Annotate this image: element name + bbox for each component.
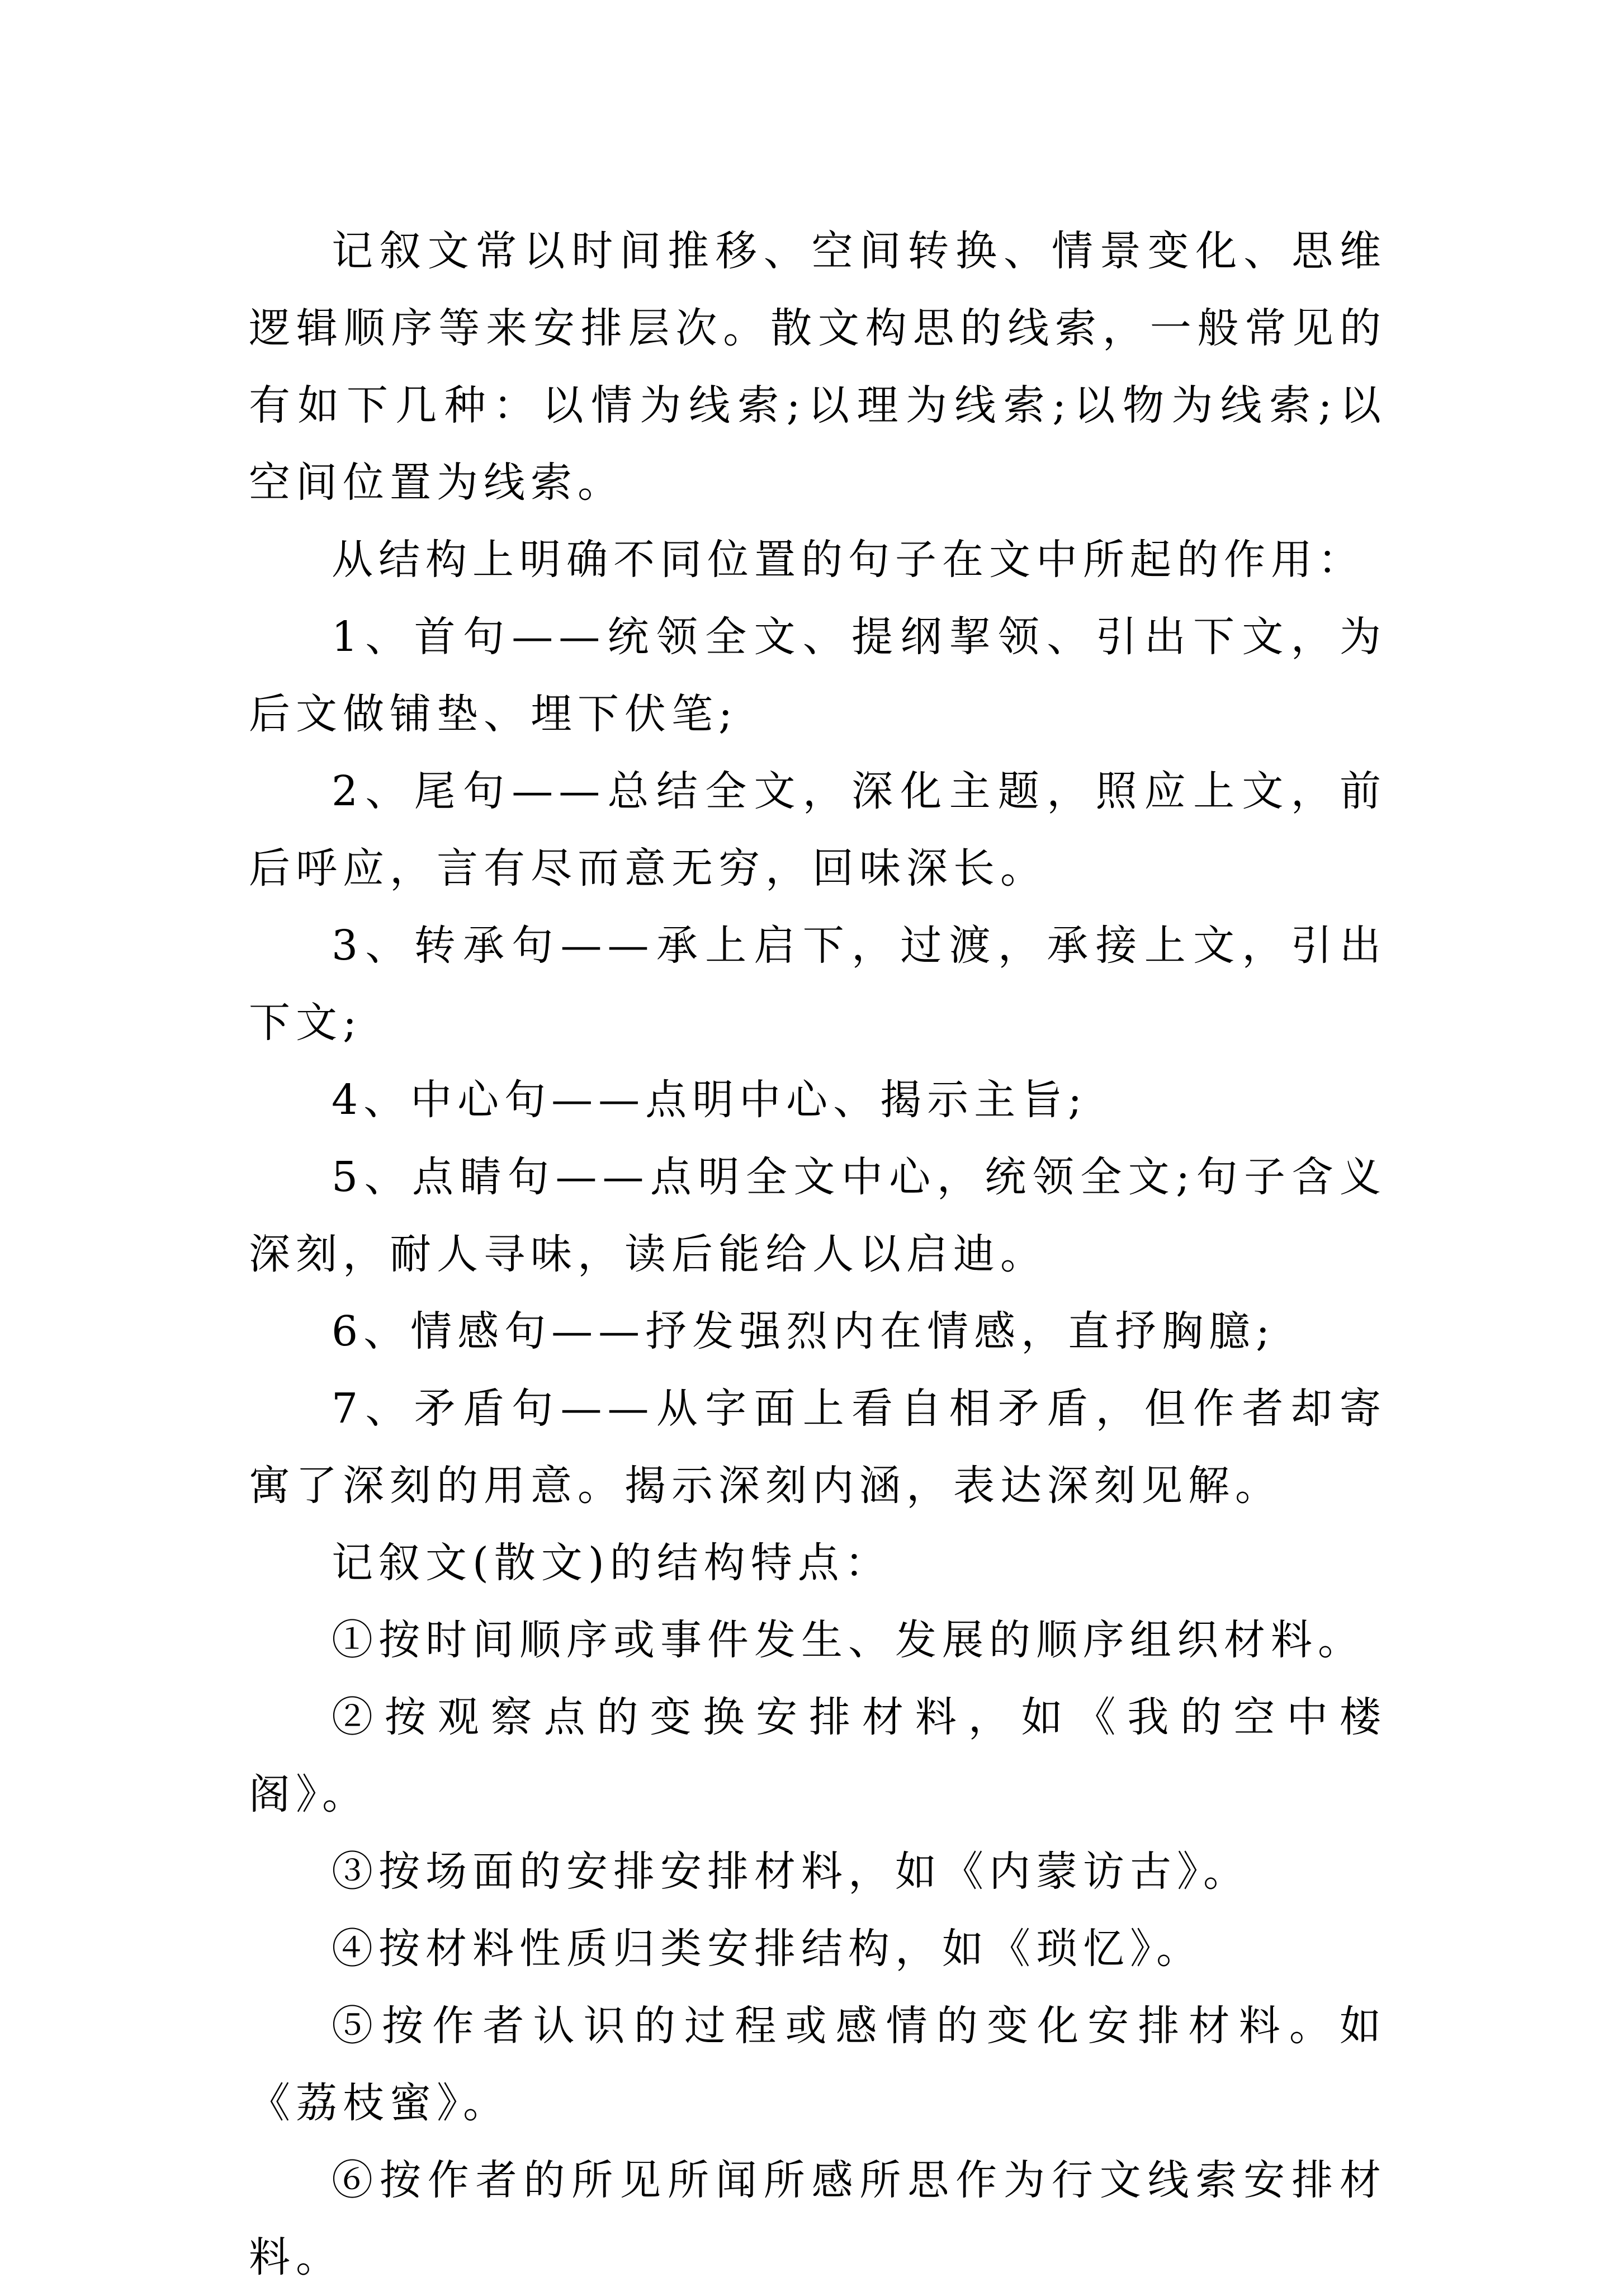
- paragraph-feature-2: ②按观察点的变换安排材料，如《我的空中楼阁》。: [249, 1693, 1387, 1818]
- paragraph-last-sentence: 2、尾句——总结全文，深化主题，照应上文，前后呼应，言有尽而意无穷，回味深长。: [249, 767, 1387, 892]
- paragraph-first-sentence: 1、首句——统领全文、提纲挈领、引出下文，为后文做铺垫、埋下伏笔;: [249, 613, 1387, 738]
- paragraph-emotion-sentence: 6、情感句——抒发强烈内在情感，直抒胸臆;: [332, 1307, 1276, 1355]
- paragraph-feature-3: ③按场面的安排安排材料，如《内蒙访古》。: [332, 1848, 1250, 1896]
- paragraph-sentence-roles-intro: 从结构上明确不同位置的句子在文中所起的作用：: [332, 536, 1365, 584]
- paragraph-central-sentence: 4、中心句——点明中心、揭示主旨;: [332, 1076, 1088, 1124]
- paragraph-feature-4: ④按材料性质归类安排结构，如《琐忆》。: [332, 1925, 1203, 1973]
- paragraph-structure-features-heading: 记叙文(散文)的结构特点：: [332, 1539, 892, 1587]
- paragraph-feature-1: ①按时间顺序或事件发生、发展的顺序组织材料。: [332, 1616, 1365, 1664]
- paragraph-paradox-sentence: 7、矛盾句——从字面上看自相矛盾，但作者却寄寓了深刻的用意。揭示深刻内涵，表达深刻见解。: [249, 1385, 1387, 1510]
- paragraph-transition-sentence: 3、转承句——承上启下，过渡，承接上文，引出下文;: [249, 922, 1387, 1047]
- document-body: [249, 212, 1387, 2296]
- paragraph-narrative-structure: 记叙文常以时间推移、空间转换、情景变化、思维逻辑顺序等来安排层次。散文构思的线索，一般常见的有如下几种：以情为线索;以理为线索;以物为线索;以空间位置为线索。: [249, 227, 1387, 507]
- paragraph-feature-6: ⑥按作者的所见所闻所感所思作为行文线索安排材料。: [249, 2156, 1387, 2281]
- paragraph-key-sentence: 5、点睛句——点明全文中心，统领全文;句子含义深刻，耐人寻味，读后能给人以启迪。: [249, 1153, 1387, 1278]
- paragraph-feature-5: ⑤按作者认识的过程或感情的变化安排材料。如《荔枝蜜》。: [249, 2002, 1387, 2127]
